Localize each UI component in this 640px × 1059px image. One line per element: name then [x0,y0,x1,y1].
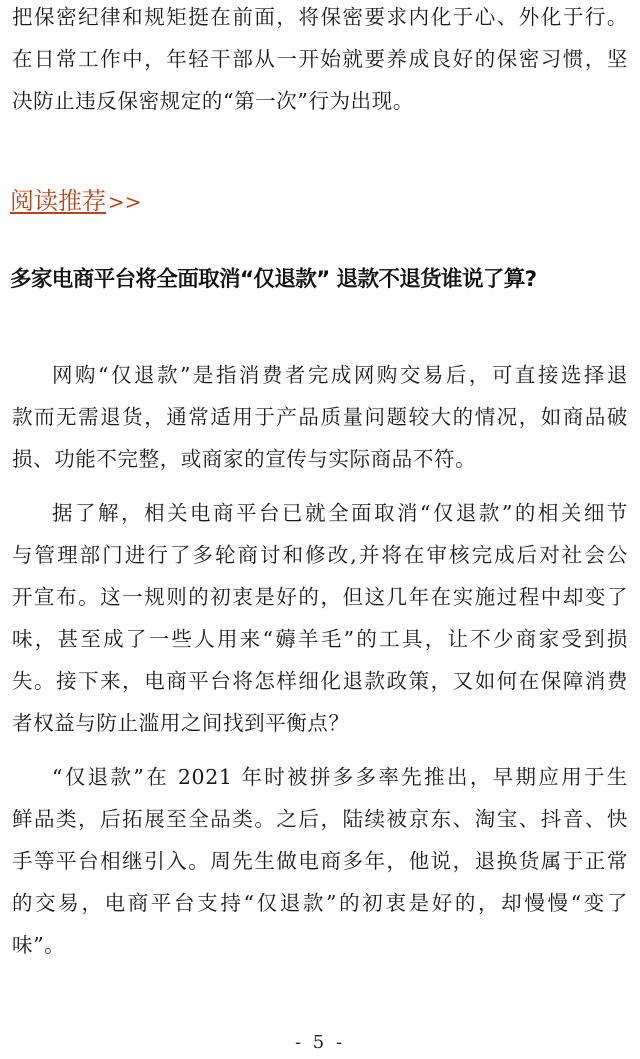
text-line: 开宣布。这一规则的初衷是好的，但这几年在实施过程中却变了 [12,585,628,609]
text-line: 鲜品类，后拓展至全品类。之后，陆续被京东、淘宝、抖音、快 [12,807,628,831]
text-line: 款而无需退货，通常适用于产品质量问题较大的情况，如商品破 [12,405,628,429]
reading-recommendation-label[interactable]: 阅读推荐 [10,187,106,215]
text-line: 决防止违反保密规定的“第一次”行为出现。 [12,89,414,113]
text-line: 味”。 [12,933,66,957]
text-line: 的交易，电商平台支持“仅退款”的初衷是好的，却慢慢“变了 [12,891,628,915]
text-line: 在日常工作中，年轻干部从一开始就要养成良好的保密习惯，坚 [12,47,628,71]
text-line: 与管理部门进行了多轮商讨和修改,并将在审核完成后对社会公 [12,543,628,567]
text-line: “仅退款”在 2021 年时被拼多多率先推出，早期应用于生 [52,765,628,789]
reading-recommendation[interactable] [10,186,142,217]
text-line: 网购“仅退款”是指消费者完成网购交易后，可直接选择退 [52,363,628,387]
text-line: 损、功能不完整，或商家的宣传与实际商品不符。 [12,447,477,471]
text-line: 味，甚至成了一些人用来“薅羊毛”的工具，让不少商家受到损 [12,627,628,651]
reading-recommendation-arrows: >> [108,190,142,214]
text-line: 手等平台相继引入。周先生做电商多年，他说，退换货属于正常 [12,849,628,873]
text-line: 失。接下来，电商平台将怎样细化退款政策，又如何在保障消费 [12,669,628,693]
text-line: 据了解，相关电商平台已就全面取消“仅退款”的相关细节 [52,501,628,525]
text-line: 把保密纪律和规矩挺在前面，将保密要求内化于心、外化于行。 [12,5,628,29]
page-number: - 5 - [294,1032,346,1053]
article-title: 多家电商平台将全面取消“仅退款” 退款不退货谁说了算? [10,267,537,292]
text-line: 者权益与防止滥用之间找到平衡点？ [12,711,350,735]
